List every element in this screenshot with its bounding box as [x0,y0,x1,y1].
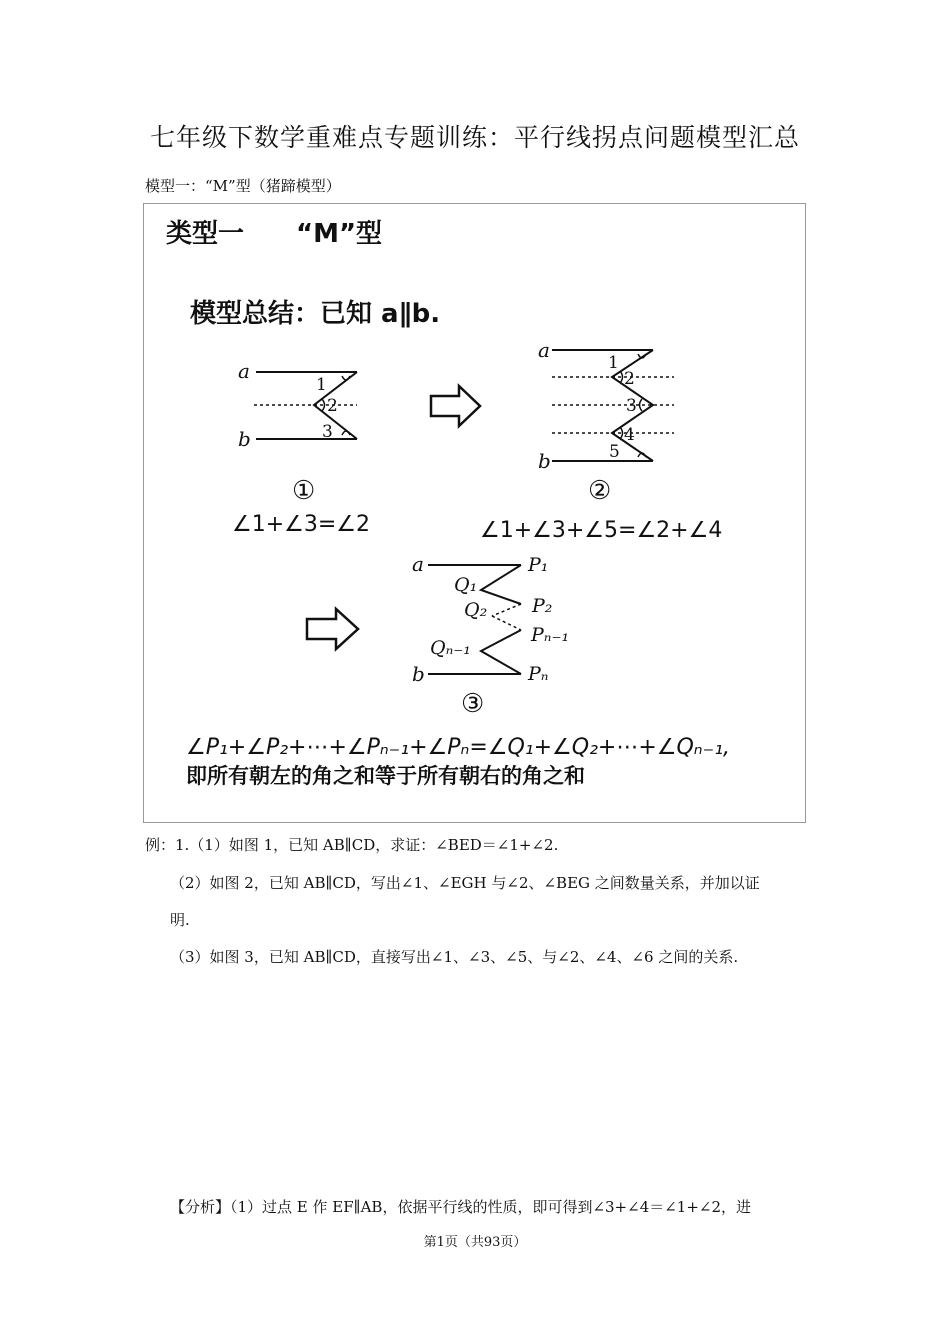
point-label: Pₙ [528,663,549,685]
point-label: Qₙ₋₁ [430,637,471,659]
figure-heading: 类型一 “M”型 [166,219,383,249]
angle-label: 1 [316,375,327,395]
arrow-right-icon [431,386,480,426]
angle-label: 3 [322,422,333,442]
line-a-label: a [538,338,550,362]
angle-label: 5 [609,442,620,462]
figure-3-number: ③ [461,689,485,719]
point-label: Pₙ₋₁ [531,624,570,646]
point-label: P₂ [532,595,553,617]
figure-1 [254,372,357,439]
figure-summary: 模型总结：已知 a∥b. [190,299,441,329]
example-question-2: （2）如图 2，已知 AB∥CD，写出∠1、∠EGH 与∠2、∠BEG 之间数量关系，并加以证 [170,874,760,892]
angle-label: 4 [624,425,635,445]
page-footer: 第1页（共93页） [423,1235,527,1250]
figure-1-number: ① [292,476,316,506]
figure-1-formula: ∠1+∠3=∠2 [232,512,371,537]
analysis-text: 【分析】（1）过点 E 作 EF∥AB，依据平行线的性质，即可得到∠3+∠4＝∠1+∠2，进 [170,1198,752,1216]
figure-3-formula: ∠P₁+∠P₂+⋯+∠Pₙ₋₁+∠Pₙ=∠Q₁+∠Q₂+⋯+∠Qₙ₋₁, [186,735,731,760]
example-question-3: （3）如图 3，已知 AB∥CD，直接写出∠1、∠3、∠5、与∠2、∠4、∠6 之间的关系. [170,948,739,966]
line-b-label: b [412,662,425,686]
figure-2-formula: ∠1+∠3+∠5=∠2+∠4 [480,518,723,543]
page-title: 七年级下数学重难点专题训练：平行线拐点问题模型汇总 [149,123,800,152]
line-b-label: b [238,427,251,451]
model-figure [143,203,806,823]
example-question-2-continued: 明. [170,911,190,929]
point-label: Q₁ [454,574,478,596]
line-b-label: b [538,449,551,473]
section-label: 模型一：“M”型（猪蹄模型） [145,177,341,195]
point-label: P₁ [528,554,549,576]
angle-label: 2 [624,369,635,389]
example-question-1: 例：1.（1）如图 1，已知 AB∥CD，求证：∠BED＝∠1+∠2. [145,836,559,854]
line-a-label: a [412,552,424,576]
angle-label: 2 [327,396,338,416]
figure-conclusion: 即所有朝左的角之和等于所有朝右的角之和 [186,764,585,788]
angle-label: 3 [626,396,637,416]
point-label: Q₂ [464,599,488,621]
line-a-label: a [238,359,250,383]
model-diagram [144,204,807,824]
arrow-right-icon [307,609,358,649]
figure-2-number: ② [588,476,612,506]
angle-label: 1 [608,353,619,373]
